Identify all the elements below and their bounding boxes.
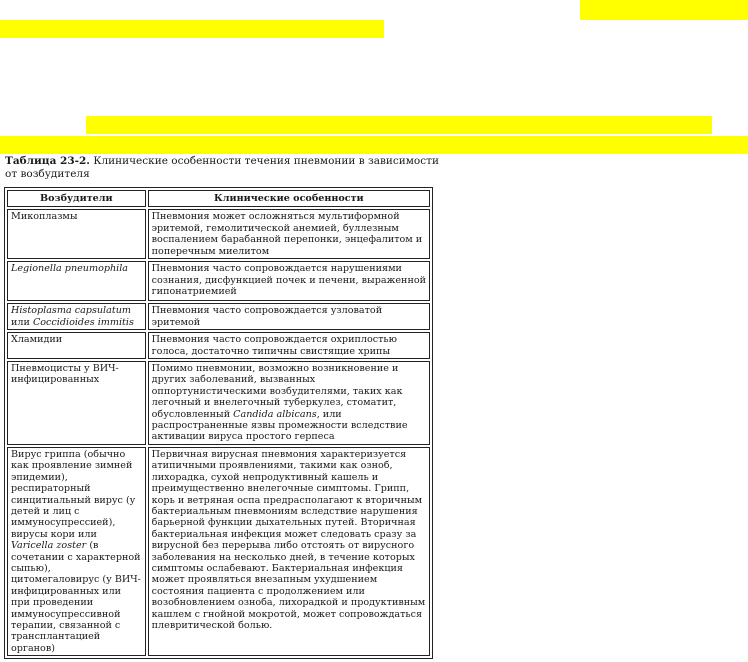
pathogen-italic: Varicella zoster [11,540,87,552]
highlight-band [0,136,748,154]
table-caption-text: Клинические особенности течения пневмонии в зависимости от возбудителя [5,155,439,180]
pathogen-text: (в сочетании с характерной сыпью), цитомегаловирус (у ВИЧ-инфицированных или при проведении иммуносупрессивной терапии, связанной с трансплантацией органов) [11,540,141,654]
pathogen-cell: Пневмоцисты у ВИЧ-инфицированных [7,361,146,445]
pathogen-cell [7,303,146,330]
header-features: Клинические особенности [148,190,430,207]
features-italic: Candida albicans [233,408,317,420]
pathogen-text: Вирус гриппа (обычно как проявление зимней эпидемии), респираторный синцитиальный вирус (у детей и лиц с иммуносупрессией), вирусы кори или [11,448,136,540]
highlight-band [580,0,748,20]
pathogen-table [4,187,433,659]
table-row [7,447,430,656]
features-cell [148,361,430,445]
pathogen-italic: Histoplasma capsulatum [11,305,131,317]
highlight-band [86,116,712,134]
table-caption [5,155,441,181]
table-row [7,332,430,359]
table-caption-label: Таблица 23-2. [5,155,90,167]
pathogen-cell: Микоплазмы [7,209,146,259]
highlight-band [0,20,384,38]
header-pathogens: Возбудители [7,190,146,207]
table-row [7,261,430,301]
table-row [7,209,430,259]
pathogen-connector: или [11,316,33,328]
pathogen-italic: Coccidioides immitis [32,316,134,328]
features-cell: Первичная вирусная пневмония характеризуется атипичными проявлениями, такими как озноб, лихорадка, сухой непродуктивный кашель и преимущественно внелегочные симптомы. Грипп, корь и ветряная оспа предрасполагают к вторичным бактериальным пневмониям вследствие нарушения барьерной функции дыхательных путей. Вторичная бактериальная инфекция может следовать сразу за вирусной без перерыва либо отстоять от вирусного заболевания на несколько дней, в течение которых симптомы ослабевают. Бактериальная инфекция может проявляться внезапным ухудшением состояния пациента с продолжением или возобновлением озноба, лихорадкой и продуктивным кашлем с гнойной мокротой, может сопровождаться плевритической болью. [148,447,430,656]
pathogen-cell [7,261,146,301]
pathogen-cell: Хламидии [7,332,146,359]
features-cell: Пневмония может осложняться мультиформной эритемой, гемолитической анемией, буллезным воспалением барабанной перепонки, энцефалитом и поперечным миелитом [148,209,430,259]
table-row [7,303,430,330]
features-cell: Пневмония часто сопровождается нарушениями сознания, дисфункцией почек и печени, выраженной гипонатриемией [148,261,430,301]
features-text: Помимо пневмонии, возможно возникновение и других заболеваний, вызванных оппортунистическими возбудителями, таких как легочный и внелегочный туберкулез, стоматит, обусловленный [151,363,403,420]
features-cell: Пневмония часто сопровождается охриплостью голоса, достаточно типичны свистящие хрипы [148,332,430,359]
pathogen-italic: Legionella pneumophila [11,263,129,275]
pathogen-cell [7,447,146,656]
features-text: , или распространенные язвы промежности вследствие активации вируса простого герпеса [151,408,408,443]
table-row [7,361,430,445]
table-header-row [7,190,430,207]
features-cell: Пневмония часто сопровождается узловатой эритемой [148,303,430,330]
